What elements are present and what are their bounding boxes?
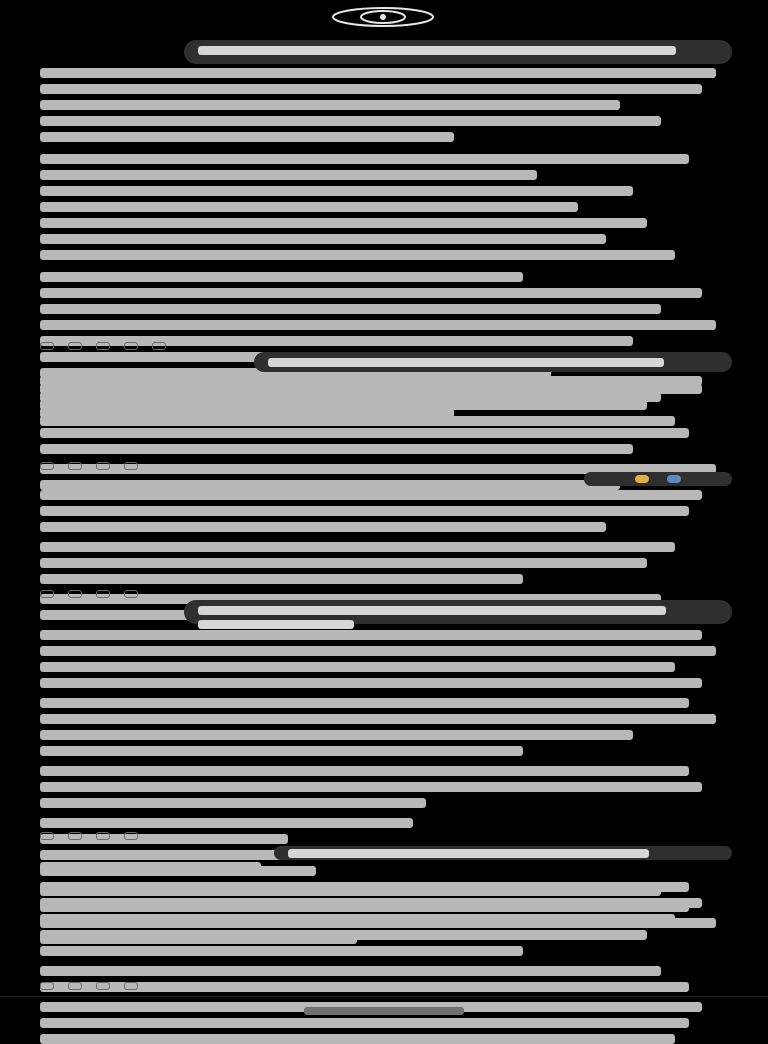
user-message bbox=[254, 352, 732, 372]
message-actions bbox=[40, 590, 138, 598]
user-message bbox=[184, 40, 732, 64]
copy-icon[interactable] bbox=[40, 462, 54, 470]
emoji-icon bbox=[667, 475, 681, 483]
assistant-message bbox=[40, 630, 730, 830]
copy-icon[interactable] bbox=[40, 832, 54, 840]
thumbs-down-icon[interactable] bbox=[96, 462, 110, 470]
thumbs-down-icon[interactable] bbox=[96, 342, 110, 350]
message-actions bbox=[40, 342, 166, 350]
header-logo[interactable] bbox=[330, 6, 436, 28]
share-icon[interactable] bbox=[124, 832, 138, 840]
assistant-message bbox=[40, 68, 730, 338]
user-message bbox=[184, 600, 732, 624]
message-actions bbox=[40, 982, 138, 990]
emoji-icon bbox=[635, 475, 649, 483]
site-url[interactable] bbox=[304, 1007, 464, 1015]
share-icon[interactable] bbox=[124, 342, 138, 350]
copy-icon[interactable] bbox=[40, 342, 54, 350]
assistant-message bbox=[40, 376, 730, 460]
message-actions bbox=[40, 832, 138, 840]
message-actions bbox=[40, 462, 138, 470]
logo-icon bbox=[330, 6, 436, 28]
user-message bbox=[274, 846, 732, 860]
thumbs-up-icon[interactable] bbox=[68, 342, 82, 350]
thumbs-down-icon[interactable] bbox=[96, 982, 110, 990]
copy-icon[interactable] bbox=[40, 590, 54, 598]
user-emoji-message bbox=[584, 472, 732, 486]
share-icon[interactable] bbox=[124, 590, 138, 598]
footer bbox=[0, 996, 768, 1025]
thumbs-down-icon[interactable] bbox=[96, 590, 110, 598]
thumbs-up-icon[interactable] bbox=[68, 462, 82, 470]
copy-icon[interactable] bbox=[40, 982, 54, 990]
share-icon[interactable] bbox=[124, 982, 138, 990]
thumbs-up-icon[interactable] bbox=[68, 590, 82, 598]
assistant-message bbox=[40, 490, 730, 588]
thumbs-up-icon[interactable] bbox=[68, 832, 82, 840]
assistant-message bbox=[40, 862, 730, 980]
thumbs-down-icon[interactable] bbox=[96, 832, 110, 840]
thumbs-up-icon[interactable] bbox=[68, 982, 82, 990]
regenerate-icon[interactable] bbox=[152, 342, 166, 350]
share-icon[interactable] bbox=[124, 462, 138, 470]
